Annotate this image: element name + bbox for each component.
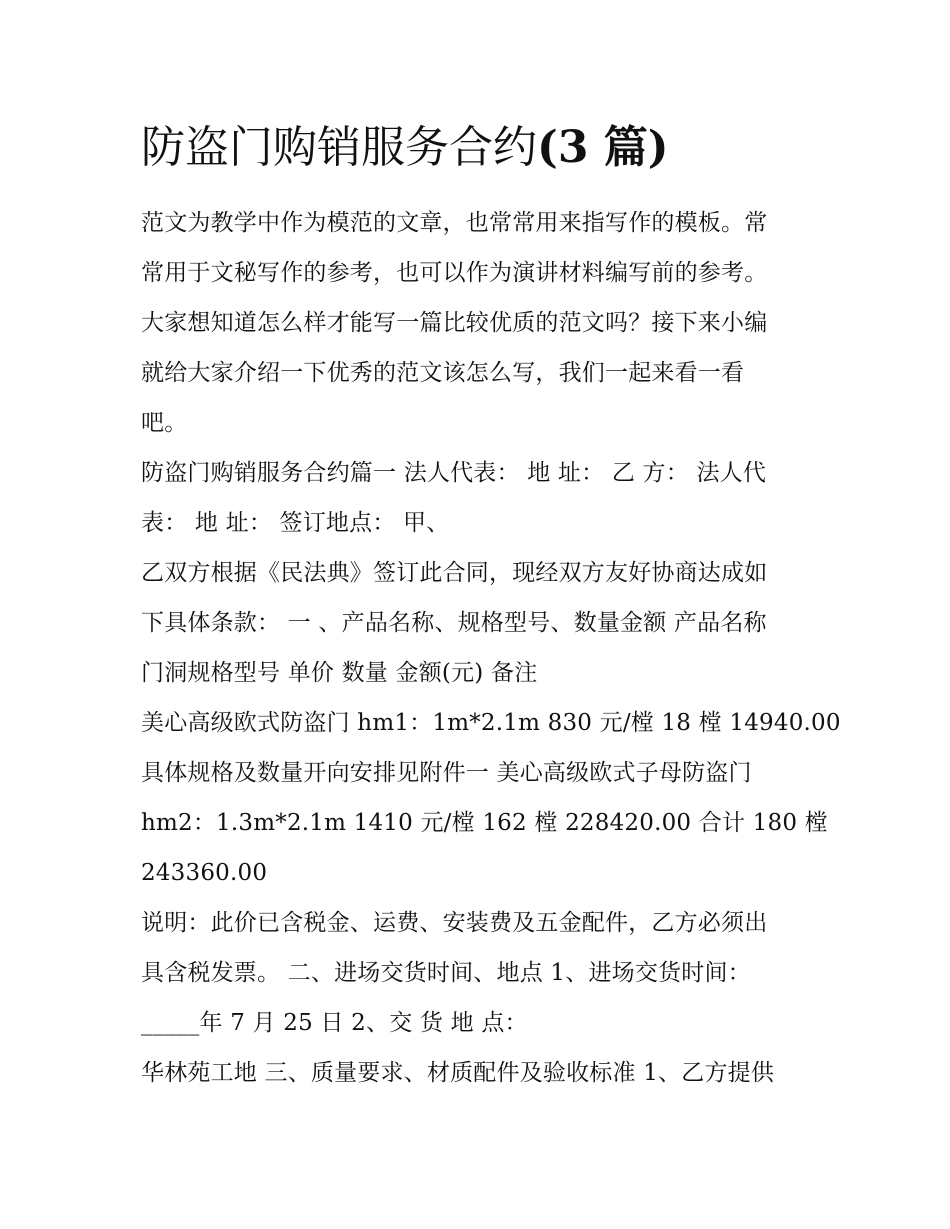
title-suffix: (3 篇) — [537, 122, 669, 173]
paragraph-line: 大家想知道怎么样才能写一篇比较优质的范文吗？接下来小编 — [141, 310, 768, 336]
title-main: 防盗门购销服务合约 — [141, 122, 537, 173]
paragraph-line: 说明：此价已含税金、运费、安装费及五金配件，乙方必须出 — [141, 910, 768, 936]
document-body — [141, 198, 841, 1098]
paragraph-line: 华林苑工地 三、质量要求、材质配件及验收标准 1、乙方提供 — [141, 1060, 775, 1086]
paragraph-line: 具含税发票。 二、进场交货时间、地点 1、进场交货时间： — [141, 960, 751, 986]
paragraph-line: hm2：1.3m*2.1m 1410 元/樘 162 樘 228420.00 合计 180 樘 — [141, 810, 828, 836]
paragraph-line: 范文为教学中作为模范的文章，也常常用来指写作的模板。常 — [141, 210, 768, 236]
paragraph-line: 就给大家介绍一下优秀的范文该怎么写，我们一起来看一看 — [141, 360, 745, 386]
paragraph-line: 常用于文秘写作的参考，也可以作为演讲材料编写前的参考。 — [141, 260, 768, 286]
paragraph-line: 门洞规格型号 单价 数量 金额(元) 备注 — [141, 660, 538, 686]
paragraph-line: 表： 地 址： 签订地点： 甲、 — [141, 510, 450, 536]
paragraph-line: 吧。 — [141, 410, 188, 436]
paragraph-line: 乙双方根据《民法典》签订此合同，现经双方友好协商达成如 — [141, 560, 768, 586]
paragraph-line: 具体规格及数量开向安排见附件一 美心高级欧式子母防盗门 — [141, 760, 752, 786]
paragraph-line: 美心高级欧式防盗门 hm1：1m*2.1m 830 元/樘 18 樘 14940.00 — [141, 710, 841, 736]
document-title — [141, 118, 841, 178]
paragraph-line: 243360.00 — [141, 860, 268, 886]
paragraph-line: 下具体条款： 一 、产品名称、规格型号、数量金额 产品名称 — [141, 610, 767, 636]
paragraph-line: 防盗门购销服务合约篇一 法人代表： 地 址： 乙 方： 法人代 — [141, 460, 767, 486]
paragraph-line: _____年 7 月 25 日 2、交 货 地 点： — [141, 1010, 528, 1036]
